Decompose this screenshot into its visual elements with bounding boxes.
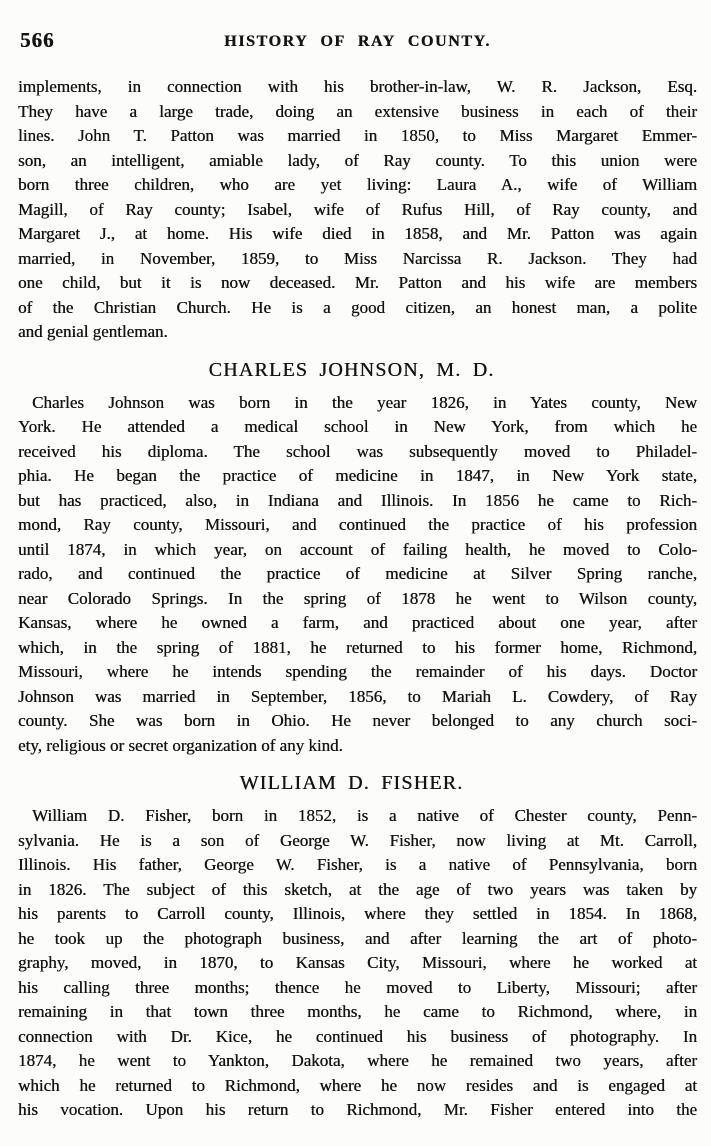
text-line: ety, religious or secret organization of any kind.: [18, 735, 343, 755]
text-line: but has practiced, also, in Indiana and Illinois. In 1856 he came to Rich-: [18, 490, 697, 510]
text-line: his vocation. Upon his return to Richmond, Mr. Fisher entered into the: [18, 1100, 697, 1119]
paragraph-charles-johnson: [18, 391, 697, 759]
text-line: rado, and continued the practice of medicine at Silver Spring ranche,: [18, 564, 697, 583]
text-line: his parents to Carroll county, Illinois, where they settled in 1854. In 1868,: [18, 904, 697, 923]
text-line: in 1826. The subject of this sketch, at the age of two years was taken by: [18, 879, 697, 899]
text-line: sylvania. He is a son of George W. Fisher, now living at Mt. Carroll,: [18, 830, 697, 850]
text-line: Kansas, where he owned a farm, and practiced about one year, after: [18, 613, 697, 632]
text-line: implements, in connection with his brother-in-law, W. R. Jackson, Esq.: [18, 77, 697, 96]
text-line: married, in November, 1859, to Miss Narcissa R. Jackson. They had: [18, 248, 697, 268]
text-line: received his diploma. The school was subsequently moved to Philadel-: [18, 441, 697, 461]
text-line: one child, but it is now deceased. Mr. Patton and his wife are members: [18, 273, 697, 292]
text-line: 1874, he went to Yankton, Dakota, where he remained two years, after: [18, 1051, 697, 1070]
text-line: William D. Fisher, born in 1852, is a native of Chester county, Penn-: [32, 806, 697, 825]
text-line: lines. John T. Patton was married in 1850, to Miss Margaret Emmer-: [18, 126, 697, 145]
text-line: his calling three months; thence he moved to Liberty, Missouri; after: [18, 977, 697, 997]
text-line: York. He attended a medical school in New York, from which he: [18, 417, 697, 436]
section-heading-charles-johnson: CHARLES JOHNSON, M. D.: [208, 358, 495, 381]
text-line: mond, Ray county, Missouri, and continued the practice of his profession: [18, 515, 697, 534]
text-line: which he returned to Richmond, where he now resides and is engaged at: [18, 1075, 697, 1095]
paragraph-patton-continuation: [18, 75, 697, 345]
text-line: Johnson was married in September, 1856, to Mariah L. Cowdery, of Ray: [18, 686, 697, 706]
text-line: which, in the spring of 1881, he returned to his former home, Richmond,: [18, 637, 697, 657]
text-line: he took up the photograph business, and after learning the art of photo-: [18, 928, 697, 948]
text-line: Illinois. His father, George W. Fisher, is a native of Pennsylvania, born: [18, 855, 697, 874]
text-line: of the Christian Church. He is a good citizen, an honest man, a polite: [18, 297, 697, 317]
text-line: and genial gentleman.: [18, 322, 168, 341]
text-line: until 1874, in which year, on account of failing health, he moved to Colo-: [18, 539, 697, 559]
text-line: phia. He began the practice of medicine in 1847, in New York state,: [18, 466, 697, 485]
text-line: remaining in that town three months, he came to Richmond, where, in: [18, 1002, 697, 1021]
text-line: son, an intelligent, amiable lady, of Ray county. To this union were: [18, 150, 697, 170]
page-number: 566: [20, 28, 55, 52]
text-line: graphy, moved, in 1870, to Kansas City, Missouri, where he worked at: [18, 953, 697, 972]
text-line: connection with Dr. Kice, he continued his business of photography. In: [18, 1026, 697, 1046]
text-line: county. She was born in Ohio. He never belonged to any church soci-: [18, 711, 697, 730]
text-line: born three children, who are yet living: Laura A., wife of William: [18, 175, 697, 194]
running-title: HISTORY OF RAY COUNTY.: [224, 33, 491, 50]
text-line: Missouri, where he intends spending the remainder of his days. Doctor: [18, 662, 697, 681]
text-line: near Colorado Springs. In the spring of 1878 he went to Wilson county,: [18, 588, 697, 608]
section-heading-william-fisher: WILLIAM D. FISHER.: [239, 772, 464, 794]
paragraph-william-fisher: [18, 804, 697, 1123]
text-line: Margaret J., at home. His wife died in 1858, and Mr. Patton was again: [18, 224, 697, 243]
page-header: [18, 28, 697, 53]
text-line: They have a large trade, doing an extensive business in each of their: [18, 101, 697, 121]
text-line: Charles Johnson was born in the year 1826, in Yates county, New: [32, 392, 697, 412]
text-line: Magill, of Ray county; Isabel, wife of Rufus Hill, of Ray county, and: [18, 199, 697, 219]
